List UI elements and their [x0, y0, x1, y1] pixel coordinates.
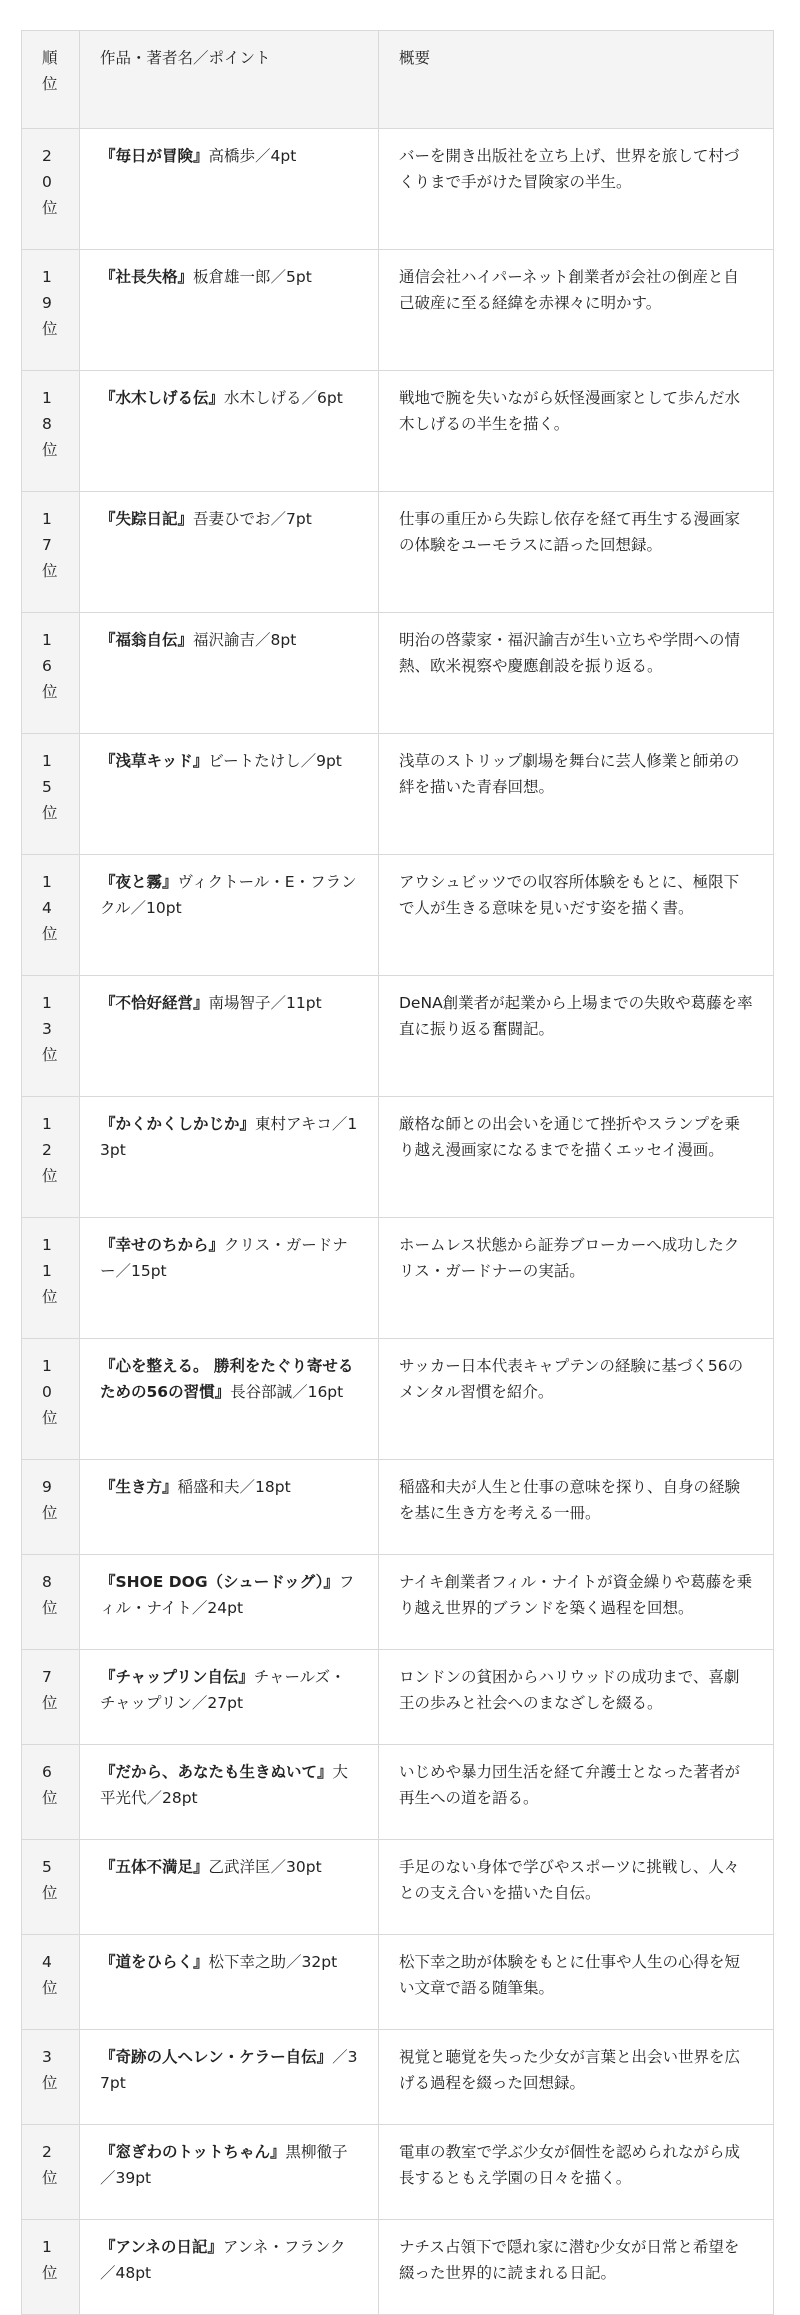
book-title: 『幸せのちから』	[100, 1236, 225, 1254]
book-title: 『奇跡の人ヘレン・ケラー自伝』	[100, 2048, 333, 2066]
rank-cell: 12位	[22, 1097, 80, 1218]
summary-cell: ホームレス状態から証券ブローカーへ成功したクリス・ガードナーの実話。	[379, 1218, 774, 1339]
author-points: アンネ・フランク／48pt	[100, 2238, 346, 2282]
work-cell	[80, 1745, 379, 1840]
summary-cell: いじめや暴力団生活を経て弁護士となった著者が再生への道を語る。	[379, 1745, 774, 1840]
summary-cell: 視覚と聴覚を失った少女が言葉と出会い世界を広げる過程を綴った回想録。	[379, 2030, 774, 2125]
summary-cell: ナチス占領下で隠れ家に潜む少女が日常と希望を綴った世界的に読まれる日記。	[379, 2220, 774, 2315]
work-cell	[80, 250, 379, 371]
author-points: チャールズ・チャップリン／27pt	[100, 1668, 346, 1712]
rank-cell: 11位	[22, 1218, 80, 1339]
author-points: 水木しげる／6pt	[224, 389, 343, 407]
rank-cell: 7位	[22, 1650, 80, 1745]
table-row	[22, 613, 774, 734]
work-cell	[80, 1097, 379, 1218]
work-cell	[80, 1555, 379, 1650]
table-row	[22, 1218, 774, 1339]
work-cell	[80, 734, 379, 855]
ranking-table	[21, 30, 774, 2315]
work-cell	[80, 855, 379, 976]
author-points: 稲盛和夫／18pt	[177, 1478, 291, 1496]
book-title: 『不恰好経営』	[100, 994, 209, 1012]
rank-cell: 15位	[22, 734, 80, 855]
summary-cell: 松下幸之助が体験をもとに仕事や人生の心得を短い文章で語る随筆集。	[379, 1935, 774, 2030]
author-points: 長谷部誠／16pt	[230, 1383, 344, 1401]
rank-cell: 5位	[22, 1840, 80, 1935]
book-title: 『毎日が冒険』	[100, 147, 209, 165]
summary-cell: サッカー日本代表キャプテンの経験に基づく56のメンタル習慣を紹介。	[379, 1339, 774, 1460]
rank-cell: 20位	[22, 129, 80, 250]
work-cell	[80, 1840, 379, 1935]
summary-cell: アウシュビッツでの収容所体験をもとに、極限下で人が生きる意味を見いだす姿を描く書。	[379, 855, 774, 976]
table-row	[22, 1097, 774, 1218]
summary-cell: バーを開き出版社を立ち上げ、世界を旅して村づくりまで手がけた冒険家の半生。	[379, 129, 774, 250]
summary-cell: 仕事の重圧から失踪し依存を経て再生する漫画家の体験をユーモラスに語った回想録。	[379, 492, 774, 613]
table-row	[22, 371, 774, 492]
book-title: 『水木しげる伝』	[100, 389, 225, 407]
table-row	[22, 1650, 774, 1745]
book-title: 『福翁自伝』	[100, 631, 194, 649]
summary-cell: 稲盛和夫が人生と仕事の意味を探り、自身の経験を基に生き方を考える一冊。	[379, 1460, 774, 1555]
table-row	[22, 250, 774, 371]
rank-cell: 2位	[22, 2125, 80, 2220]
author-points: 板倉雄一郎／5pt	[193, 268, 312, 286]
author-points: フィル・ナイト／24pt	[100, 1573, 355, 1617]
author-points: 松下幸之助／32pt	[208, 1953, 338, 1971]
rank-cell: 3位	[22, 2030, 80, 2125]
book-title: 『アンネの日記』	[100, 2238, 223, 2256]
book-title: 『五体不満足』	[100, 1858, 209, 1876]
work-cell	[80, 976, 379, 1097]
rank-cell: 10位	[22, 1339, 80, 1460]
author-points: クリス・ガードナー／15pt	[100, 1236, 348, 1280]
rank-cell: 8位	[22, 1555, 80, 1650]
book-title: 『SHOE DOG（シュードッグ）』	[100, 1573, 339, 1591]
book-title: 『夜と霧』	[100, 873, 178, 891]
summary-cell: 戦地で腕を失いながら妖怪漫画家として歩んだ水木しげるの半生を描く。	[379, 371, 774, 492]
book-title: 『失踪日記』	[100, 510, 194, 528]
rank-cell: 6位	[22, 1745, 80, 1840]
work-cell	[80, 2030, 379, 2125]
header-row	[22, 31, 774, 129]
table-row	[22, 1460, 774, 1555]
work-cell	[80, 1650, 379, 1745]
rank-cell: 16位	[22, 613, 80, 734]
table-row	[22, 2125, 774, 2220]
summary-cell: 電車の教室で学ぶ少女が個性を認められながら成長するともえ学園の日々を描く。	[379, 2125, 774, 2220]
rank-cell: 19位	[22, 250, 80, 371]
author-points: 乙武洋匡／30pt	[208, 1858, 322, 1876]
header-rank: 順位	[22, 31, 80, 129]
rank-cell: 18位	[22, 371, 80, 492]
table-row	[22, 1840, 774, 1935]
table-row	[22, 1555, 774, 1650]
rank-cell: 14位	[22, 855, 80, 976]
author-points: 南場智子／11pt	[208, 994, 322, 1012]
rank-cell: 17位	[22, 492, 80, 613]
book-title: 『チャップリン自伝』	[100, 1668, 254, 1686]
table-row	[22, 129, 774, 250]
summary-cell: ナイキ創業者フィル・ナイトが資金繰りや葛藤を乗り越え世界的ブランドを築く過程を回想。	[379, 1555, 774, 1650]
author-points: 東村アキコ／13pt	[100, 1115, 358, 1159]
rank-cell: 4位	[22, 1935, 80, 2030]
book-title: 『浅草キッド』	[100, 752, 209, 770]
book-title: 『だから、あなたも生きぬいて』	[100, 1763, 333, 1781]
work-cell	[80, 1339, 379, 1460]
table-row	[22, 1935, 774, 2030]
book-title: 『窓ぎわのトットちゃん』	[100, 2143, 286, 2161]
table-body	[22, 129, 774, 2315]
summary-cell: 通信会社ハイパーネット創業者が会社の倒産と自己破産に至る経緯を赤裸々に明かす。	[379, 250, 774, 371]
book-title: 『社長失格』	[100, 268, 194, 286]
work-cell	[80, 371, 379, 492]
summary-cell: ロンドンの貧困からハリウッドの成功まで、喜劇王の歩みと社会へのまなざしを綴る。	[379, 1650, 774, 1745]
work-cell	[80, 2220, 379, 2315]
author-points: ビートたけし／9pt	[208, 752, 342, 770]
summary-cell: 手足のない身体で学びやスポーツに挑戦し、人々との支え合いを描いた自伝。	[379, 1840, 774, 1935]
work-cell	[80, 613, 379, 734]
header-title-author: 作品・著者名／ポイント	[80, 31, 379, 129]
author-points: 高橋歩／4pt	[208, 147, 297, 165]
rank-cell: 9位	[22, 1460, 80, 1555]
header-summary: 概要	[379, 31, 774, 129]
table-row	[22, 1745, 774, 1840]
table-row	[22, 2030, 774, 2125]
author-points: 大平光代／28pt	[100, 1763, 349, 1807]
table-header	[22, 31, 774, 129]
author-points: 黒柳徹子／39pt	[100, 2143, 348, 2187]
summary-cell: 厳格な師との出会いを通じて挫折やスランプを乗り越え漫画家になるまでを描くエッセイ漫画。	[379, 1097, 774, 1218]
work-cell	[80, 1935, 379, 2030]
book-title: 『道をひらく』	[100, 1953, 209, 1971]
work-cell	[80, 129, 379, 250]
summary-cell: 明治の啓蒙家・福沢諭吉が生い立ちや学問への情熱、欧米視察や慶應創設を振り返る。	[379, 613, 774, 734]
summary-cell: 浅草のストリップ劇場を舞台に芸人修業と師弟の絆を描いた青春回想。	[379, 734, 774, 855]
rank-cell: 13位	[22, 976, 80, 1097]
author-points: ヴィクトール・E・フランクル／10pt	[100, 873, 357, 917]
book-title: 『かくかくしかじか』	[100, 1115, 256, 1133]
summary-cell: DeNA創業者が起業から上場までの失敗や葛藤を率直に振り返る奮闘記。	[379, 976, 774, 1097]
table-row	[22, 976, 774, 1097]
table-row	[22, 492, 774, 613]
book-title: 『心を整える。 勝利をたぐり寄せるための56の習慣』	[100, 1357, 354, 1401]
work-cell	[80, 492, 379, 613]
work-cell	[80, 1460, 379, 1555]
author-points: 福沢諭吉／8pt	[193, 631, 297, 649]
table-row	[22, 855, 774, 976]
table-row	[22, 734, 774, 855]
table-row	[22, 2220, 774, 2315]
table-row	[22, 1339, 774, 1460]
work-cell	[80, 2125, 379, 2220]
book-title: 『生き方』	[100, 1478, 178, 1496]
work-cell	[80, 1218, 379, 1339]
author-points: ／37pt	[100, 2048, 358, 2092]
author-points: 吾妻ひでお／7pt	[193, 510, 312, 528]
rank-cell: 1位	[22, 2220, 80, 2315]
